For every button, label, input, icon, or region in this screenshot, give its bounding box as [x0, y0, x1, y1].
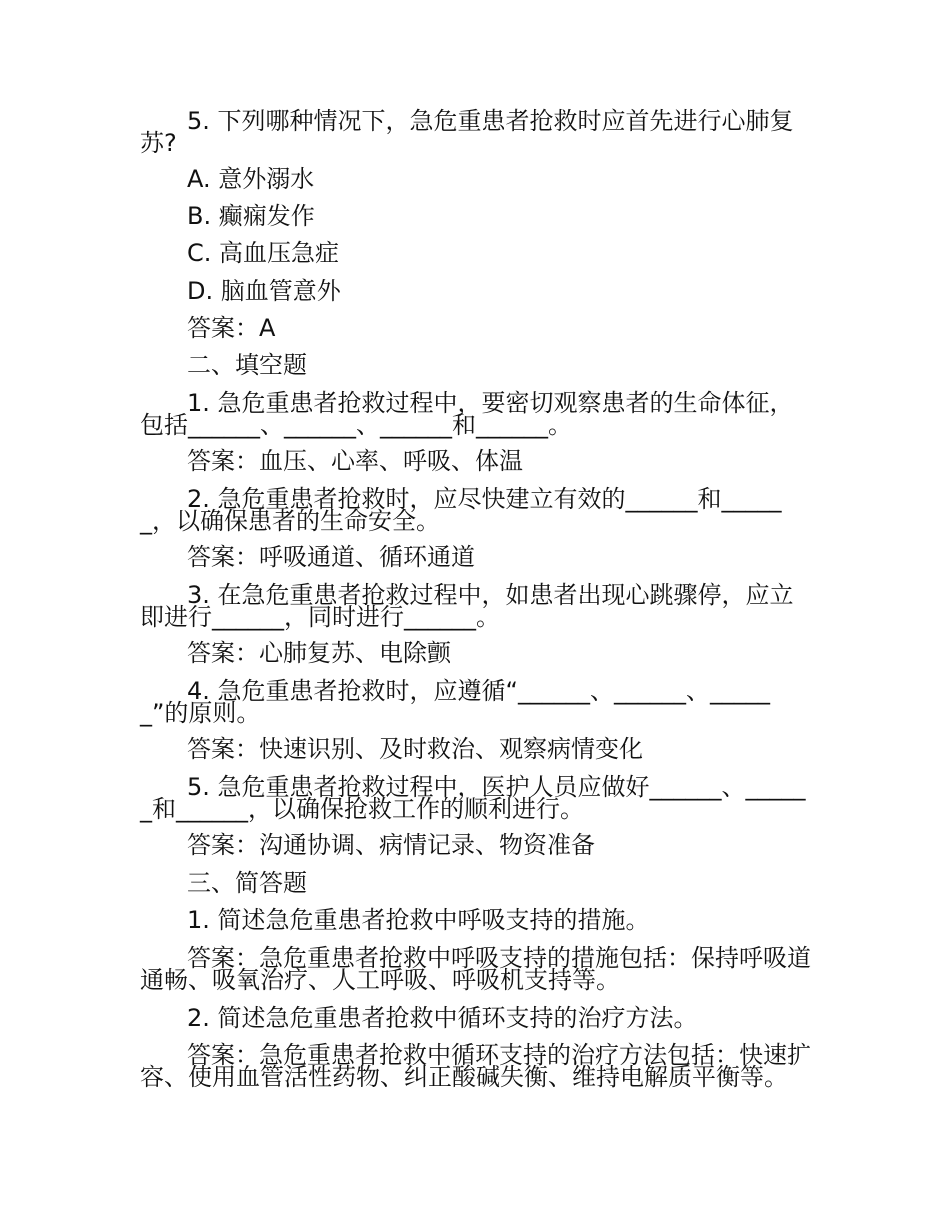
option-a: A. 意外溺水 [187, 165, 315, 193]
short-answer-2: 答案：急危重患者抢救中循环支持的治疗方法包括：快速扩容、使用血管活性药物、纠正酸碱失衡、维持电解质平衡等。 [140, 1041, 811, 1091]
fill-question-5: 5. 急危重患者抢救过程中，医护人员应做好______、______和______，以确保抢救工作的顺利进行。 [140, 773, 806, 823]
section-fill-blank-heading: 二、填空题 [187, 351, 307, 379]
section-short-answer-heading: 三、简答题 [187, 869, 307, 897]
short-question-2: 2. 简述急危重患者抢救中循环支持的治疗方法。 [187, 1004, 698, 1032]
fill-answer-2: 答案：呼吸通道、循环通道 [187, 543, 475, 571]
fill-answer-4: 答案：快速识别、及时救治、观察病情变化 [187, 735, 643, 763]
option-d: D. 脑血管意外 [187, 277, 341, 305]
fill-answer-1: 答案：血压、心率、呼吸、体温 [187, 447, 523, 475]
short-question-1: 1. 简述急危重患者抢救中呼吸支持的措施。 [187, 906, 650, 934]
option-b: B. 癫痫发作 [187, 202, 315, 230]
fill-question-1: 1. 急危重患者抢救过程中，要密切观察患者的生命体征，包括______、______、______和______。 [140, 389, 794, 439]
fill-question-2: 2. 急危重患者抢救时，应尽快建立有效的______和______，以确保患者的生命安全。 [140, 485, 782, 535]
question-5-mcq: 5. 下列哪种情况下，急危重患者抢救时应首先进行心肺复苏? [140, 107, 794, 157]
fill-question-3: 3. 在急危重患者抢救过程中，如患者出现心跳骤停，应立即进行______，同时进行______。 [140, 581, 794, 631]
answer-mcq-5: 答案：A [187, 314, 276, 342]
option-c: C. 高血压急症 [187, 239, 340, 267]
fill-question-4: 4. 急危重患者抢救时，应遵循“______、______、______”的原则。 [140, 677, 770, 727]
short-answer-1: 答案：急危重患者抢救中呼吸支持的措施包括：保持呼吸道通畅、吸氧治疗、人工呼吸、呼吸机支持等。 [140, 944, 811, 994]
fill-answer-5: 答案：沟通协调、病情记录、物资准备 [187, 831, 595, 859]
fill-answer-3: 答案：心肺复苏、电除颤 [187, 639, 451, 667]
